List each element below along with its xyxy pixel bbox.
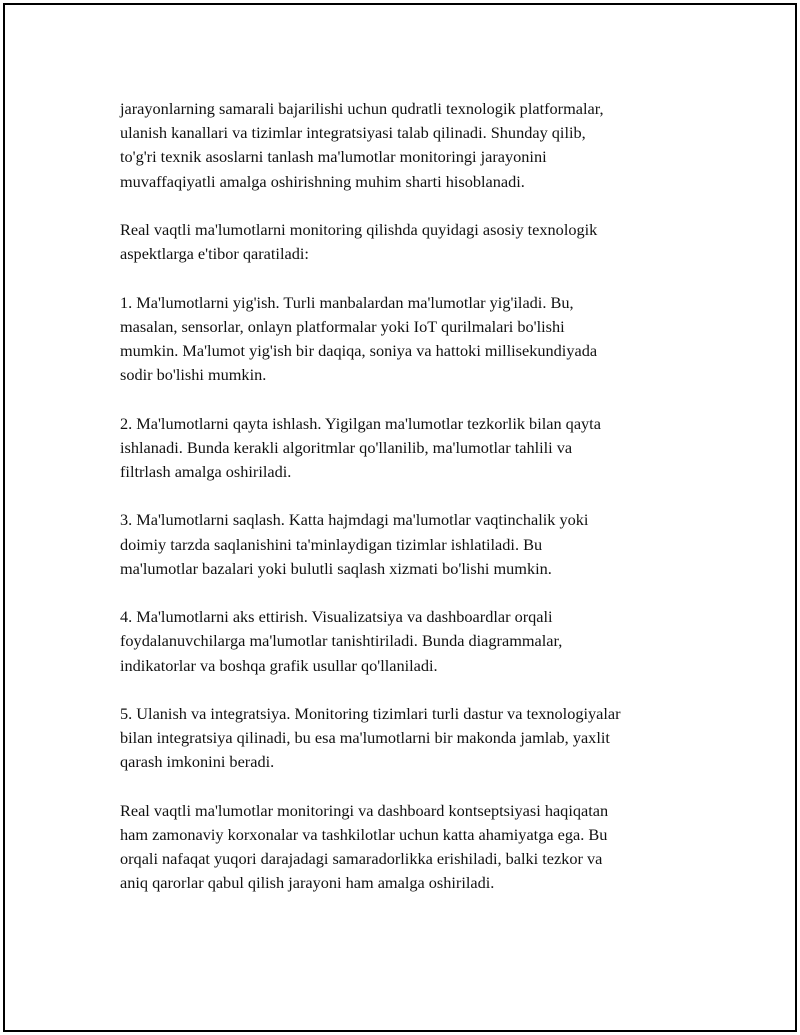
text-line: muvaffaqiyatli amalga oshirishning muhim sharti hisoblanadi. [120,171,525,191]
paragraph-aspects-intro [120,218,700,266]
text-line: 4. Ma'lumotlarni aks ettirish. Visualizatsiya va dashboardlar orqali [120,607,553,627]
text-line: to'g'ri texnik asoslarni tanlash ma'lumotlar monitoringi jarayonini [120,147,547,167]
text-line: aspektlarga e'tibor qaratiladi: [120,244,309,264]
text-line: orqali nafaqat yuqori darajadagi samaradorlikka erishiladi, balki tezkor va [120,849,603,869]
paragraph-intro [120,97,700,194]
paragraph-item-5-integration [120,702,700,775]
text-line: doimiy tarzda saqlanishini ta'minlaydigan tizimlar ishlatiladi. Bu [120,534,543,554]
paragraph-item-2-processing [120,412,700,485]
paragraph-item-3-storage [120,508,700,581]
text-line: ulanish kanallari va tizimlar integratsiyasi talab qilinadi. Shunday qilib, [120,123,586,143]
text-line: 1. Ma'lumotlarni yig'ish. Turli manbalardan ma'lumotlar yig'iladi. Bu, [120,292,574,312]
text-line: qarash imkonini beradi. [120,752,275,772]
text-line: Real vaqtli ma'lumotlar monitoringi va dashboard kontseptsiyasi haqiqatan [120,800,609,820]
text-line: indikatorlar va boshqa grafik usullar qo'llaniladi. [120,655,438,675]
text-line: ishlanadi. Bunda kerakli algoritmlar qo'llanilib, ma'lumotlar tahlili va [120,437,573,457]
text-line: filtrlash amalga oshiriladi. [120,462,292,481]
text-line: jarayonlarning samarali bajarilishi uchun qudratli texnologik platformalar, [120,99,604,118]
text-line: masalan, sensorlar, onlayn platformalar yoki IoT qurilmalari bo'lishi [120,316,565,336]
text-line: ham zamonaviy korxonalar va tashkilotlar uchun katta ahamiyatga ega. Bu [120,824,608,844]
text-line: foydalanuvchilarga ma'lumotlar tanishtiriladi. Bunda diagrammalar, [120,631,563,651]
text-line: Real vaqtli ma'lumotlarni monitoring qilishda quyidagi asosiy texnologik [120,220,598,239]
text-line: sodir bo'lishi mumkin. [120,365,267,385]
paragraph-item-1-collection [120,291,700,388]
document-body [120,97,700,920]
document-page [3,3,797,1032]
text-line: ma'lumotlar bazalari yoki bulutli saqlash xizmati bo'lishi mumkin. [120,558,552,578]
text-line: 2. Ma'lumotlarni qayta ishlash. Yigilgan ma'lumotlar tezkorlik bilan qayta [120,413,601,433]
paragraph-item-4-visualization [120,605,700,678]
paragraph-conclusion [120,799,700,896]
text-line: mumkin. Ma'lumot yig'ish bir daqiqa, soniya va hattoki millisekundiyada [120,341,598,360]
text-line: 3. Ma'lumotlarni saqlash. Katta hajmdagi ma'lumotlar vaqtinchalik yoki [120,510,589,530]
text-line: 5. Ulanish va integratsiya. Monitoring tizimlari turli dastur va texnologiyalar [120,703,621,723]
text-line: bilan integratsiya qilinadi, bu esa ma'lumotlarni bir makonda jamlab, yaxlit [120,728,610,748]
text-line: aniq qarorlar qabul qilish jarayoni ham amalga oshiriladi. [120,873,495,893]
